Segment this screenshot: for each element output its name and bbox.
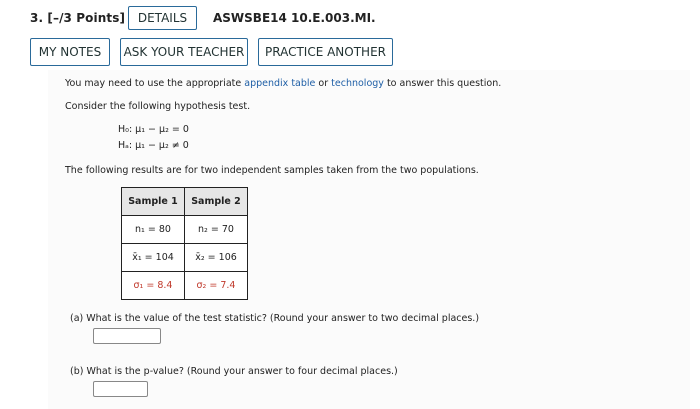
answer-b-input[interactable] [93,381,148,397]
appendix-table-link[interactable]: appendix table [244,78,316,89]
answer-a-input[interactable] [93,328,161,344]
alternative-hypothesis: Hₐ: μ₁ − μ₂ ≠ 0 [118,140,189,151]
samples-table [121,187,248,300]
details-button[interactable]: DETAILS [128,6,197,30]
n1-cell: n₁ = 80 [122,216,185,244]
xbar2-cell: x̄₂ = 106 [185,244,248,272]
xbar1-cell: x̄₁ = 104 [122,244,185,272]
sample-2-header: Sample 2 [185,188,248,216]
technology-link[interactable]: technology [331,78,384,89]
question-toolbar [0,34,700,74]
sample-1-header: Sample 1 [122,188,185,216]
table-row [122,216,248,244]
question-b-text: (b) What is the p-value? (Round your answer to four decimal places.) [70,366,398,377]
null-hypothesis: H₀: μ₁ − μ₂ = 0 [118,124,189,135]
results-text: The following results are for two independent samples taken from the two populations. [65,165,479,176]
consider-text: Consider the following hypothesis test. [65,101,251,112]
table-row [122,272,248,300]
my-notes-button[interactable]: MY NOTES [30,38,110,66]
table-row [122,244,248,272]
n2-cell: n₂ = 70 [185,216,248,244]
table-header-row [122,188,248,216]
ask-teacher-button[interactable]: ASK YOUR TEACHER [120,38,248,66]
sigma1-cell: σ₁ = 8.4 [122,272,185,300]
question-number: 3. [–/3 Points] [30,11,126,25]
sigma2-cell: σ₂ = 7.4 [185,272,248,300]
question-header [0,0,700,34]
practice-another-button[interactable]: PRACTICE ANOTHER [258,38,393,66]
question-id: ASWSBE14 10.E.003.MI. [213,11,376,25]
intro-text: You may need to use the appropriate appendix table or technology to answer this question. [65,78,502,89]
question-a-text: (a) What is the value of the test statistic? (Round your answer to two decimal places.) [70,313,480,324]
